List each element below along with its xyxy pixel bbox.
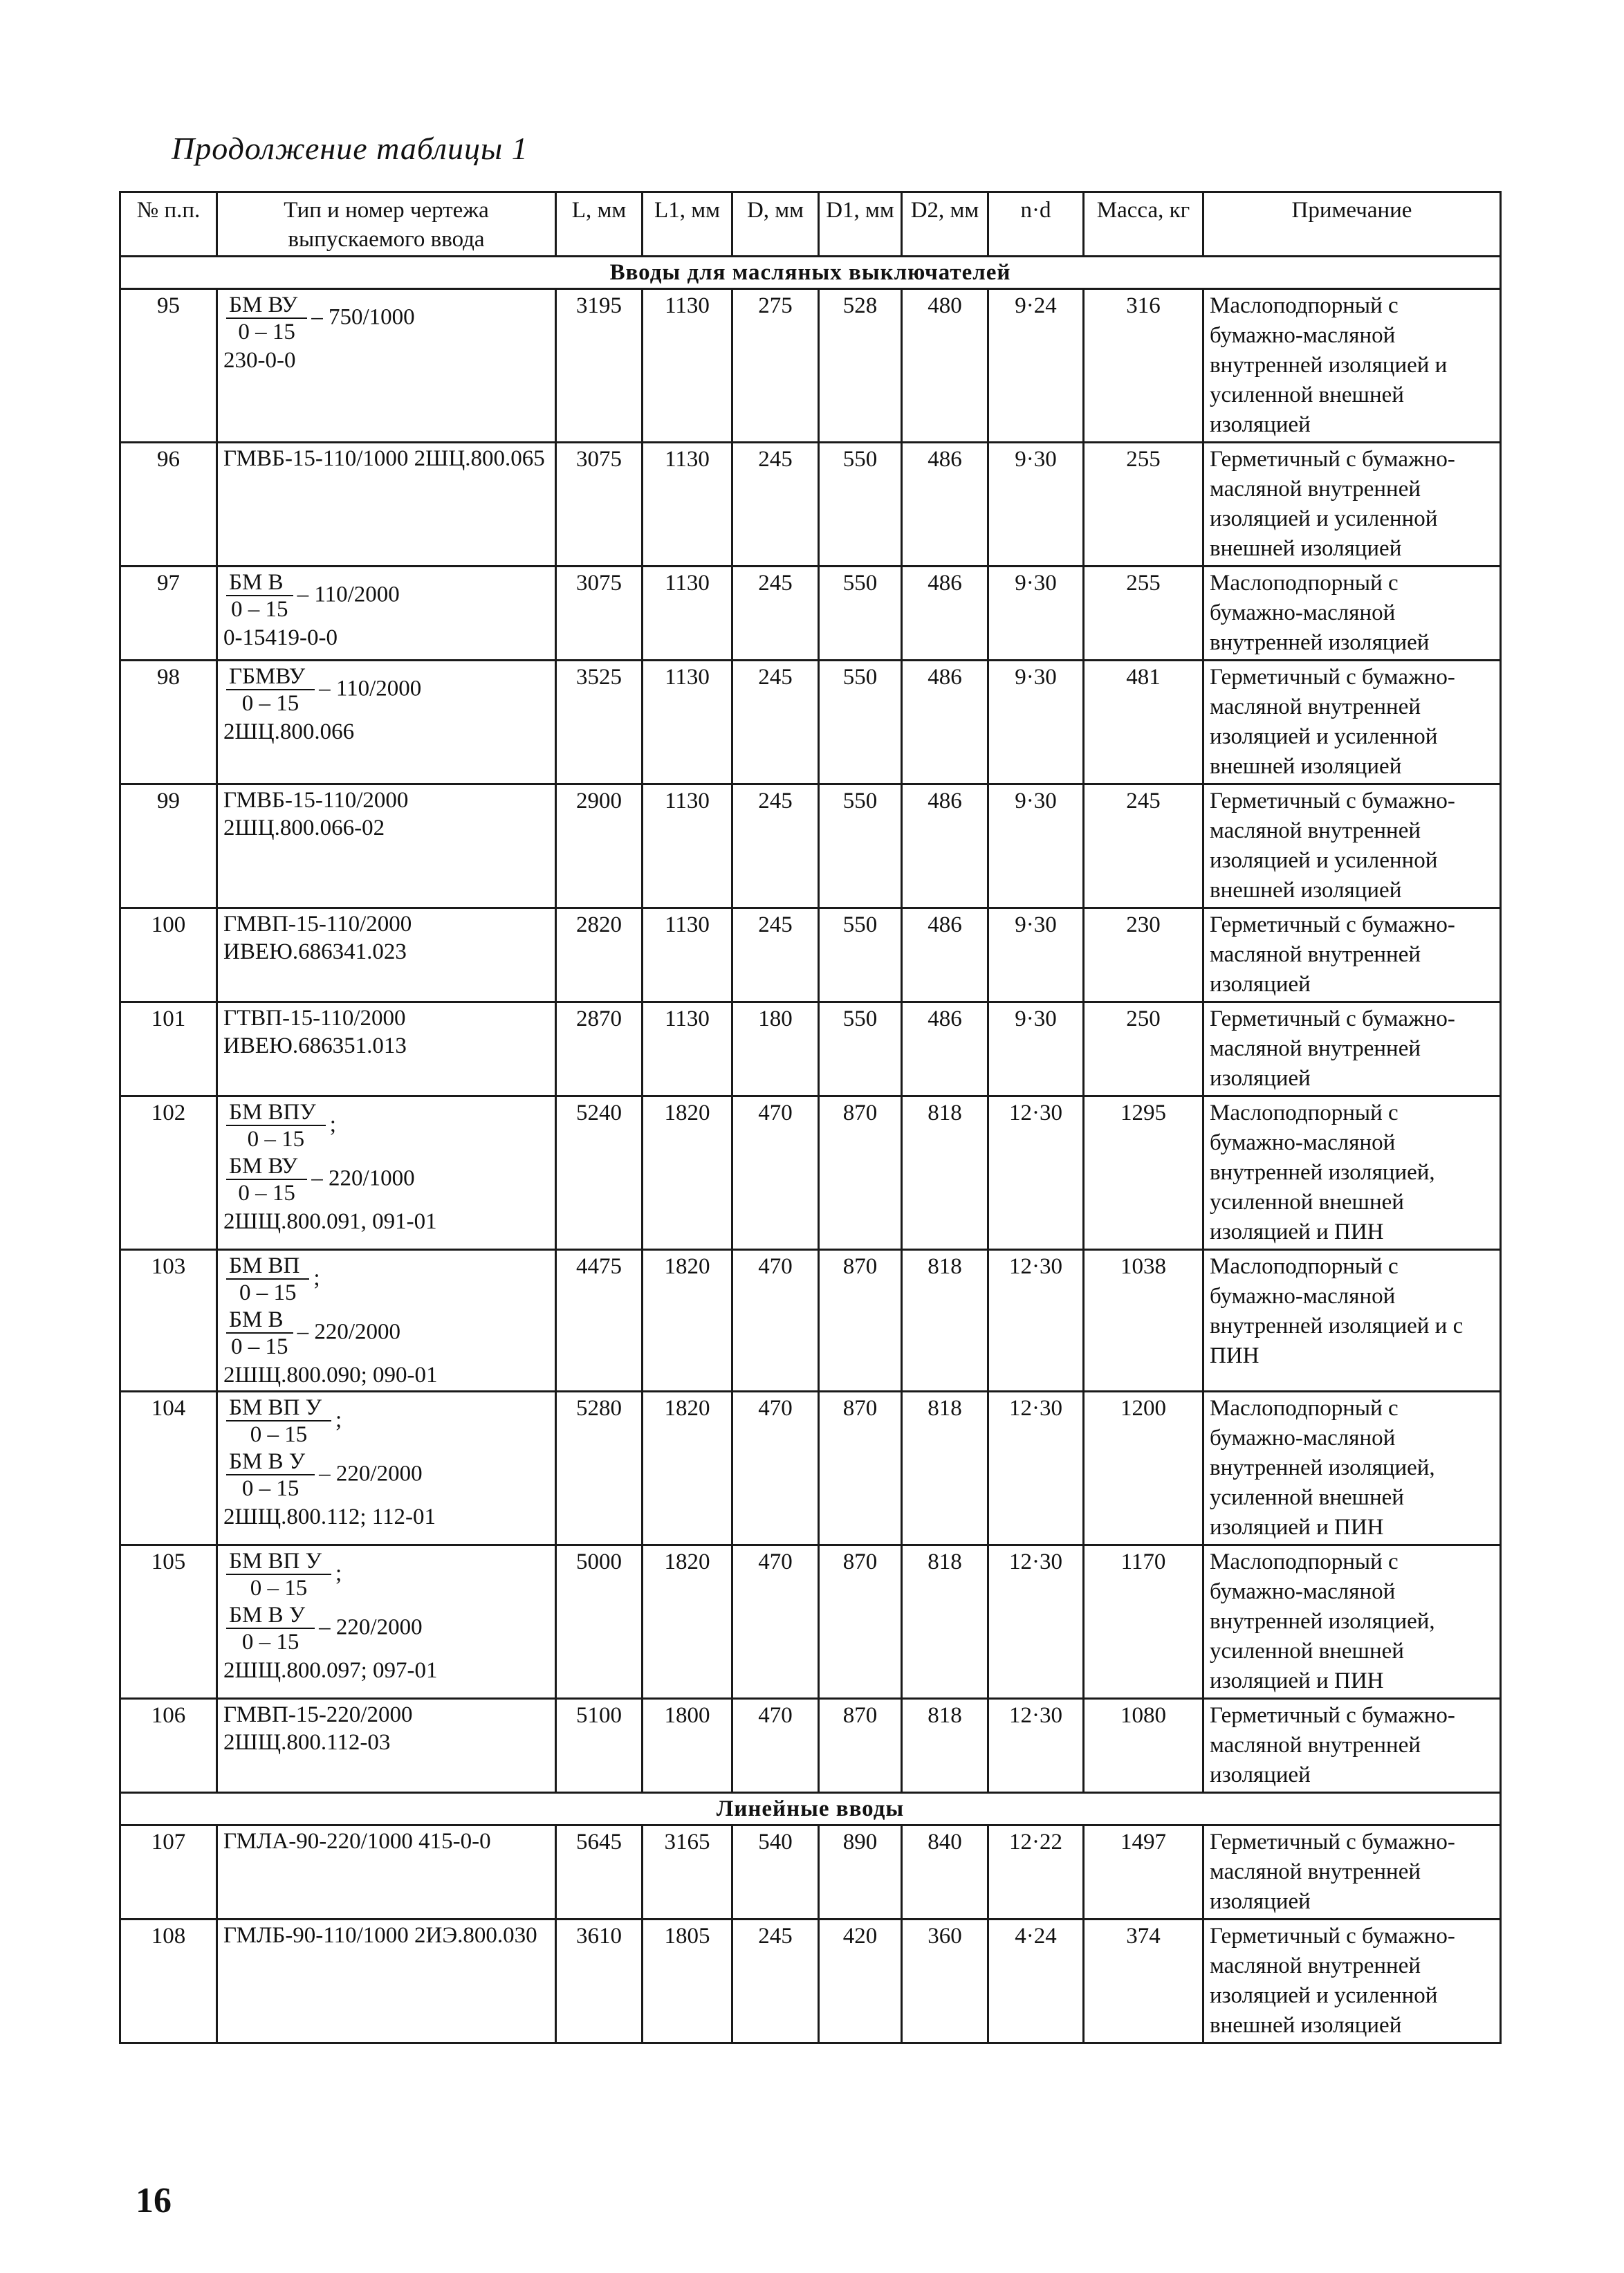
cell-note: Герметичный с бумажно-масляной внутренней изоляцией и усиленной внешней изоляцией (1203, 661, 1501, 784)
fraction-denominator: 0 – 15 (247, 1127, 305, 1152)
fraction-denominator: 0 – 15 (241, 691, 299, 716)
cell-nd: 9·30 (988, 443, 1084, 567)
drawing-code: 2ШЩ.800.090; 090-01 (223, 1363, 438, 1388)
col-header-D: D, мм (732, 192, 819, 257)
cell-L1: 1800 (643, 1699, 732, 1793)
table-row (120, 1920, 1501, 2043)
table-row (120, 784, 1501, 908)
fraction-numerator: БМ ВУ (226, 1154, 307, 1180)
fraction-numerator: ГБМВУ (226, 664, 315, 690)
cell-nd: 12·30 (988, 1250, 1084, 1392)
cell-number: 97 (120, 567, 217, 661)
fraction-suffix: – 110/2000 (297, 582, 400, 607)
type-fraction (226, 1449, 549, 1502)
cell-type (217, 1545, 556, 1699)
cell-type (217, 1096, 556, 1250)
cell-D: 540 (732, 1825, 819, 1920)
cell-mass: 1038 (1084, 1250, 1203, 1392)
cell-mass: 255 (1084, 567, 1203, 661)
cell-L: 5000 (556, 1545, 643, 1699)
cell-mass: 1295 (1084, 1096, 1203, 1250)
cell-D1: 870 (819, 1392, 902, 1545)
table-body (120, 257, 1501, 2043)
cell-number: 108 (120, 1920, 217, 2043)
cell-D: 245 (732, 661, 819, 784)
fraction-suffix: – 220/1000 (311, 1166, 415, 1191)
cell-D1: 870 (819, 1096, 902, 1250)
cell-L1: 1820 (643, 1250, 732, 1392)
drawing-code: 230-0-0 (223, 348, 296, 373)
col-header-mass: Масса, кг (1084, 192, 1203, 257)
cell-L1: 1130 (643, 661, 732, 784)
drawing-code: 0-15419-0-0 (223, 625, 338, 650)
cell-type (217, 289, 556, 443)
cell-D2: 818 (902, 1250, 988, 1392)
cell-D2: 486 (902, 1002, 988, 1096)
drawing-code: ГМВП-15-220/2000 2ШЩ.800.112-03 (223, 1702, 413, 1755)
cell-L: 5280 (556, 1392, 643, 1545)
cell-D2: 480 (902, 289, 988, 443)
fraction-numerator: БМ ВП У (226, 1395, 331, 1421)
cell-L: 3610 (556, 1920, 643, 2043)
cell-note: Герметичный с бумажно-масляной внутренней изоляцией (1203, 1002, 1501, 1096)
fraction-suffix: – 750/1000 (311, 304, 415, 330)
cell-L: 5645 (556, 1825, 643, 1920)
col-header-no: № п.п. (120, 192, 217, 257)
col-header-note: Примечание (1203, 192, 1501, 257)
cell-type (217, 1250, 556, 1392)
cell-number: 95 (120, 289, 217, 443)
cell-D: 275 (732, 289, 819, 443)
cell-D: 245 (732, 1920, 819, 2043)
cell-L: 3525 (556, 661, 643, 784)
fraction-suffix: – 220/2000 (297, 1319, 400, 1345)
section-title: Вводы для масляных выключателей (120, 257, 1501, 289)
cell-number: 102 (120, 1096, 217, 1250)
cell-mass: 1200 (1084, 1392, 1203, 1545)
fraction-denominator: 0 – 15 (241, 1630, 299, 1655)
fraction-suffix: ; (329, 1112, 336, 1137)
cell-L: 2900 (556, 784, 643, 908)
table-row (120, 1699, 1501, 1793)
cell-note: Герметичный с бумажно-масляной внутренней изоляцией и усиленной внешней изоляцией (1203, 784, 1501, 908)
cell-D1: 550 (819, 1002, 902, 1096)
fraction-denominator: 0 – 15 (250, 1576, 308, 1601)
type-fraction (226, 1549, 549, 1601)
cell-type (217, 1392, 556, 1545)
table-continuation-title: Продолжение таблицы 1 (172, 131, 528, 166)
cell-mass: 481 (1084, 661, 1203, 784)
cell-mass: 1170 (1084, 1545, 1203, 1699)
section-header-row (120, 1793, 1501, 1825)
table-row (120, 908, 1501, 1002)
cell-L1: 1130 (643, 289, 732, 443)
cell-type (217, 1825, 556, 1920)
cell-L: 2820 (556, 908, 643, 1002)
type-fraction (226, 293, 549, 345)
type-fraction (226, 1603, 549, 1655)
cell-note: Герметичный с бумажно-масляной внутренней изоляцией (1203, 1825, 1501, 1920)
drawing-code: ГМЛБ-90-110/1000 2ИЭ.800.030 (223, 1923, 537, 1948)
cell-type (217, 1699, 556, 1793)
table-row (120, 1825, 1501, 1920)
cell-number: 100 (120, 908, 217, 1002)
cell-D: 245 (732, 443, 819, 567)
cell-D: 470 (732, 1250, 819, 1392)
drawing-code: ГМВБ-15-110/1000 2ШЦ.800.065 (223, 446, 545, 471)
table-row (120, 1096, 1501, 1250)
cell-nd: 9·30 (988, 784, 1084, 908)
type-fraction (226, 1253, 549, 1306)
cell-number: 101 (120, 1002, 217, 1096)
cell-type (217, 784, 556, 908)
col-header-L1: L1, мм (643, 192, 732, 257)
cell-nd: 9·30 (988, 661, 1084, 784)
drawing-code: 2ШЩ.800.112; 112-01 (223, 1504, 436, 1529)
fraction-denominator: 0 – 15 (231, 1334, 288, 1359)
fraction-suffix: ; (313, 1265, 320, 1291)
cell-nd: 4·24 (988, 1920, 1084, 2043)
fraction-denominator: 0 – 15 (238, 1181, 295, 1206)
cell-note: Маслоподпорный с бумажно-масляной внутренней изоляцией (1203, 567, 1501, 661)
cell-D2: 486 (902, 443, 988, 567)
cell-number: 99 (120, 784, 217, 908)
cell-L1: 1820 (643, 1096, 732, 1250)
cell-nd: 12·30 (988, 1096, 1084, 1250)
drawing-code: 2ШЩ.800.091, 091-01 (223, 1209, 437, 1234)
drawing-code: ГТВП-15-110/2000 ИВЕЮ.686351.013 (223, 1006, 407, 1058)
cell-D2: 486 (902, 908, 988, 1002)
table-header-row (120, 192, 1501, 257)
cell-D: 470 (732, 1392, 819, 1545)
cell-L: 4475 (556, 1250, 643, 1392)
fraction-numerator: БМ ВУ (226, 293, 307, 319)
fraction-denominator: 0 – 15 (238, 320, 295, 344)
cell-D: 245 (732, 784, 819, 908)
cell-type (217, 443, 556, 567)
cell-D: 245 (732, 567, 819, 661)
cell-mass: 1497 (1084, 1825, 1203, 1920)
section-title: Линейные вводы (120, 1793, 1501, 1825)
cell-D: 245 (732, 908, 819, 1002)
cell-mass: 255 (1084, 443, 1203, 567)
fraction-suffix: – 110/2000 (319, 676, 422, 701)
cell-mass: 245 (1084, 784, 1203, 908)
cell-nd: 12·30 (988, 1699, 1084, 1793)
cell-note: Маслоподпорный с бумажно-масляной внутренней изоляцией, усиленной внешней изоляцией и ПИН (1203, 1096, 1501, 1250)
col-header-nd: n·d (988, 192, 1084, 257)
page-number: 16 (136, 2181, 172, 2220)
cell-L1: 3165 (643, 1825, 732, 1920)
cell-number: 103 (120, 1250, 217, 1392)
cell-D1: 550 (819, 443, 902, 567)
table-row (120, 567, 1501, 661)
fraction-suffix: ; (335, 1561, 342, 1586)
cell-L: 3195 (556, 289, 643, 443)
cell-nd: 9·30 (988, 908, 1084, 1002)
cell-mass: 1080 (1084, 1699, 1203, 1793)
cell-D1: 890 (819, 1825, 902, 1920)
cell-L: 3075 (556, 567, 643, 661)
cell-L1: 1130 (643, 908, 732, 1002)
cell-D2: 486 (902, 661, 988, 784)
cell-L1: 1820 (643, 1545, 732, 1699)
cell-mass: 316 (1084, 289, 1203, 443)
cell-nd: 12·22 (988, 1825, 1084, 1920)
cell-L: 5100 (556, 1699, 643, 1793)
fraction-denominator: 0 – 15 (239, 1280, 297, 1305)
cell-D: 180 (732, 1002, 819, 1096)
cell-D: 470 (732, 1699, 819, 1793)
type-fraction (226, 1154, 549, 1206)
cell-mass: 250 (1084, 1002, 1203, 1096)
table-row (120, 289, 1501, 443)
cell-number: 98 (120, 661, 217, 784)
col-header-L: L, мм (556, 192, 643, 257)
cell-D1: 870 (819, 1699, 902, 1793)
cell-D1: 550 (819, 661, 902, 784)
cell-D1: 550 (819, 784, 902, 908)
cell-nd: 12·30 (988, 1392, 1084, 1545)
cell-D1: 550 (819, 908, 902, 1002)
table-row (120, 1545, 1501, 1699)
cell-nd: 9·30 (988, 1002, 1084, 1096)
cell-note: Маслоподпорный с бумажно-масляной внутренней изоляцией и с ПИН (1203, 1250, 1501, 1392)
fraction-numerator: БМ В У (226, 1449, 315, 1475)
cell-nd: 9·24 (988, 289, 1084, 443)
cell-note: Маслоподпорный с бумажно-масляной внутренней изоляцией, усиленной внешней изоляцией и ПИН (1203, 1392, 1501, 1545)
cell-number: 104 (120, 1392, 217, 1545)
fraction-denominator: 0 – 15 (231, 597, 288, 622)
fraction-suffix: – 220/2000 (319, 1614, 423, 1640)
cell-type (217, 1002, 556, 1096)
cell-D1: 420 (819, 1920, 902, 2043)
cell-L: 5240 (556, 1096, 643, 1250)
cell-L: 3075 (556, 443, 643, 567)
type-fraction (226, 1100, 549, 1152)
cell-D2: 818 (902, 1096, 988, 1250)
fraction-denominator: 0 – 15 (241, 1476, 299, 1501)
cell-type (217, 1920, 556, 2043)
cell-number: 107 (120, 1825, 217, 1920)
fraction-numerator: БМ В (226, 1307, 293, 1334)
cell-L: 2870 (556, 1002, 643, 1096)
table-row (120, 443, 1501, 567)
cell-D1: 550 (819, 567, 902, 661)
fraction-numerator: БМ В У (226, 1603, 315, 1629)
cell-note: Герметичный с бумажно-масляной внутренней изоляцией и усиленной внешней изоляцией (1203, 443, 1501, 567)
cell-L1: 1805 (643, 1920, 732, 2043)
cell-D1: 870 (819, 1545, 902, 1699)
table-row (120, 661, 1501, 784)
col-header-D1: D1, мм (819, 192, 902, 257)
cell-D2: 486 (902, 784, 988, 908)
type-fraction (226, 1395, 549, 1448)
cell-L1: 1130 (643, 1002, 732, 1096)
fraction-numerator: БМ ВП У (226, 1549, 331, 1575)
cell-type (217, 661, 556, 784)
cell-D2: 486 (902, 567, 988, 661)
drawing-code: 2ШЩ.800.097; 097-01 (223, 1658, 438, 1683)
cell-note: Герметичный с бумажно-масляной внутренней изоляцией (1203, 1699, 1501, 1793)
type-fraction (226, 664, 549, 717)
table-row (120, 1392, 1501, 1545)
col-header-D2: D2, мм (902, 192, 988, 257)
cell-D2: 818 (902, 1699, 988, 1793)
cell-L1: 1130 (643, 443, 732, 567)
cell-D2: 360 (902, 1920, 988, 2043)
cell-note: Маслоподпорный с бумажно-масляной внутренней изоляцией, усиленной внешней изоляцией и ПИН (1203, 1545, 1501, 1699)
fraction-suffix: – 220/2000 (319, 1461, 423, 1487)
fraction-suffix: ; (335, 1407, 342, 1433)
cell-number: 105 (120, 1545, 217, 1699)
cell-D2: 840 (902, 1825, 988, 1920)
cell-D1: 870 (819, 1250, 902, 1392)
fraction-numerator: БМ ВПУ (226, 1100, 326, 1126)
type-fraction (226, 1307, 549, 1360)
cell-L1: 1130 (643, 567, 732, 661)
cell-L1: 1130 (643, 784, 732, 908)
section-header-row (120, 257, 1501, 289)
cell-note: Герметичный с бумажно-масляной внутренней изоляцией (1203, 908, 1501, 1002)
cell-number: 106 (120, 1699, 217, 1793)
cell-nd: 12·30 (988, 1545, 1084, 1699)
fraction-numerator: БМ ВП (226, 1253, 309, 1280)
cell-D1: 528 (819, 289, 902, 443)
cell-D: 470 (732, 1096, 819, 1250)
cell-L1: 1820 (643, 1392, 732, 1545)
cell-D2: 818 (902, 1392, 988, 1545)
cell-note: Герметичный с бумажно-масляной внутренней изоляцией и усиленной внешней изоляцией (1203, 1920, 1501, 2043)
col-header-type: Тип и номер чертежа выпускаемого ввода (217, 192, 556, 257)
cell-type (217, 567, 556, 661)
table-row (120, 1250, 1501, 1392)
drawing-code: ГМВП-15-110/2000 ИВЕЮ.686341.023 (223, 912, 412, 964)
table-row (120, 1002, 1501, 1096)
cell-mass: 374 (1084, 1920, 1203, 2043)
cell-D: 470 (732, 1545, 819, 1699)
cell-nd: 9·30 (988, 567, 1084, 661)
cell-number: 96 (120, 443, 217, 567)
fraction-denominator: 0 – 15 (250, 1422, 308, 1447)
cell-D2: 818 (902, 1545, 988, 1699)
cell-note: Маслоподпорный с бумажно-масляной внутренней изоляцией и усиленной внешней изоляцией (1203, 289, 1501, 443)
cell-mass: 230 (1084, 908, 1203, 1002)
drawing-code: ГМЛА-90-220/1000 415-0-0 (223, 1829, 491, 1854)
fraction-numerator: БМ В (226, 570, 293, 596)
cell-type (217, 908, 556, 1002)
bushings-table (119, 191, 1502, 2044)
drawing-code: 2ШЦ.800.066 (223, 719, 355, 744)
drawing-code: ГМВБ-15-110/2000 2ШЦ.800.066-02 (223, 788, 409, 840)
type-fraction (226, 570, 549, 623)
